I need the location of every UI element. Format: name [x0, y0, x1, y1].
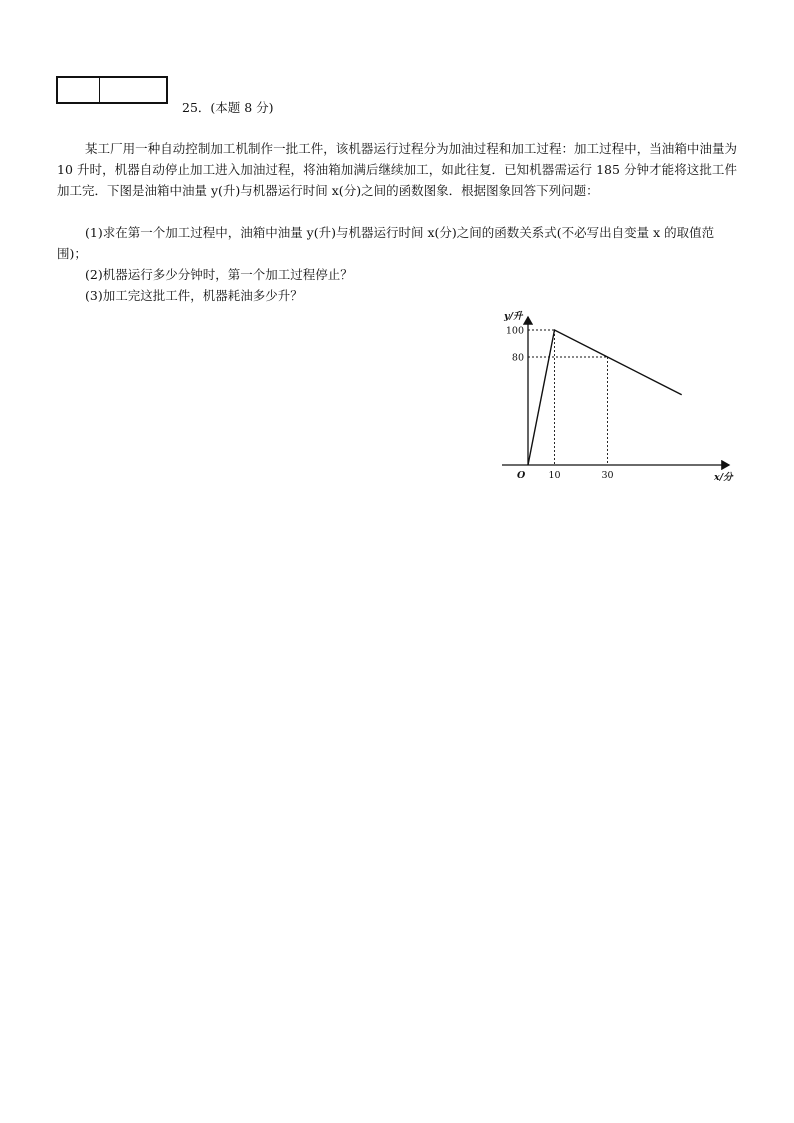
sub-question-3: (3)加工完这批工件，机器耗油多少升？ [85, 288, 303, 303]
question-header: 25．(本题 8 分) [182, 100, 274, 115]
y-tick-label-100: 100 [505, 325, 524, 337]
y-tick-label-80: 80 [511, 352, 524, 364]
y-axis-label: y/升 [504, 311, 523, 322]
origin-label: O [517, 470, 526, 481]
x-tick-label-30: 30 [601, 470, 614, 481]
score-cell-label [58, 78, 100, 102]
series-line [528, 330, 682, 465]
score-cell-value [100, 78, 166, 102]
series-group [528, 330, 682, 465]
score-box [56, 76, 168, 104]
sub-question-2: (2)机器运行多少分钟时，第一个加工过程停止？ [85, 267, 353, 282]
question-intro: 某工厂用一种自动控制加工机制作一批工件，该机器运行过程分为加油过程和加工过程：加工过程中，当油箱中油量为 10 升时，机器自动停止加工进入加油过程，将油箱加满后继续加工，如此往复．已知机器需运行 185 分钟才能将这批工件加工完．下图是油箱中油量 y(升)与机器运行时间 x(分)之间的函数图象．根据图象回答下列问题： [57, 141, 737, 198]
tick-labels [506, 326, 614, 482]
x-axis-label: x/分 [714, 472, 733, 483]
sub-question-1: (1)求在第一个加工过程中，油箱中油量 y(升)与机器运行时间 x(分)之间的函数关系式(不必写出自变量 x 的取值范围)； [57, 225, 715, 261]
oil-volume-graph [496, 305, 746, 490]
x-tick-label-10: 10 [548, 470, 561, 481]
